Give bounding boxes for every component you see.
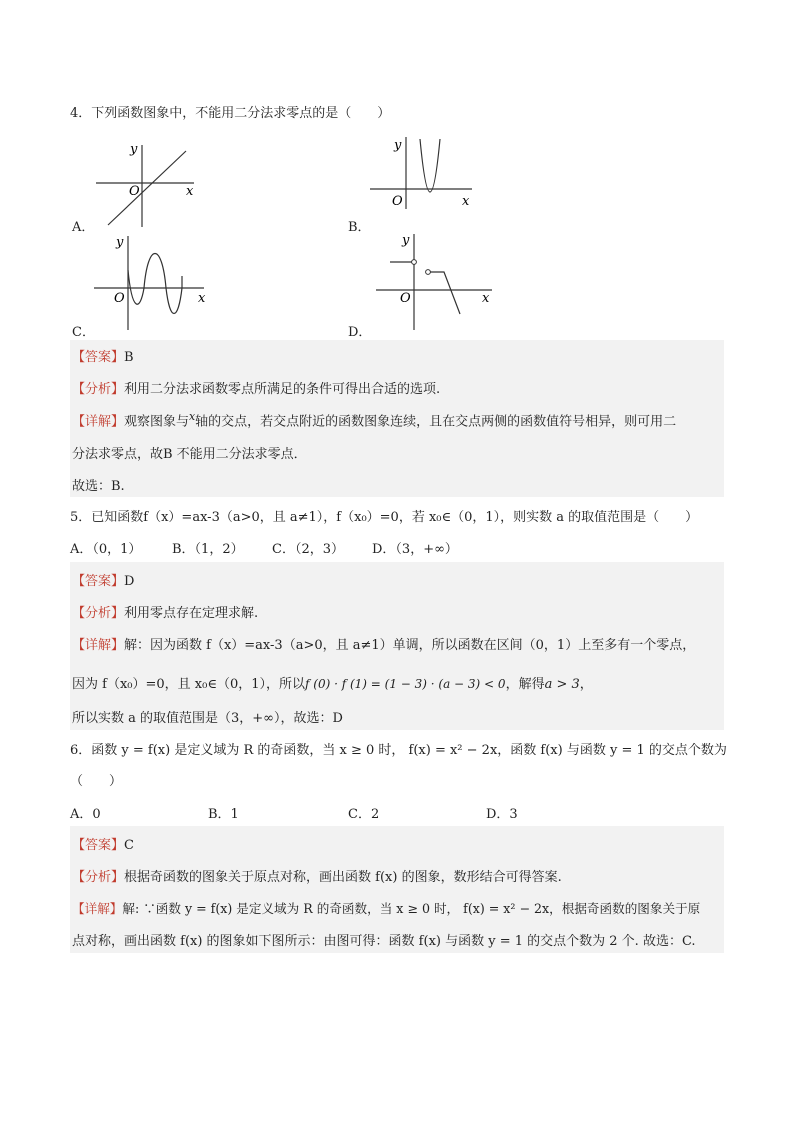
sol4-answer-line <box>72 346 134 365</box>
q5-stem-b: f（x）=ax-3（a>0，且 a≠1），f（x₀）=0，若 x₀∈（0，1），则实数 a 的取值范围是（ ） <box>143 510 699 525</box>
graph-b-x-label: x <box>462 194 470 209</box>
detail-x: x <box>189 410 196 423</box>
sol6-detail-line-1 <box>72 898 700 917</box>
answer-value: D <box>124 574 135 589</box>
q4-stem: 4．下列函数图象中，不能用二分法求零点的是（ ） <box>70 106 391 121</box>
graph-d-open-point-2 <box>426 270 431 275</box>
analysis-text: 根据奇函数的图象关于原点对称，画出函数 f(x) 的图象，数形结合可得答案. <box>124 870 562 885</box>
q5-option-a: A．（0，1） <box>70 542 142 557</box>
answer-tag: 【答案】 <box>72 838 125 853</box>
graph-c-curve <box>128 254 182 314</box>
graph-c-x-label: x <box>198 291 206 306</box>
analysis-tag: 【分析】 <box>72 606 125 621</box>
graph-a-origin: O <box>129 184 140 199</box>
answer-tag: 【答案】 <box>72 574 125 589</box>
sol6-analysis-line <box>72 866 562 885</box>
detail-text: 轴的交点，若交点附近的函数图象连续，且在交点两侧的函数值符号相异，则可用二 <box>195 414 677 430</box>
sol5-detail-line-1 <box>72 634 695 653</box>
q4-option-a: A． <box>72 220 95 235</box>
q4-option-b: B． <box>348 220 371 235</box>
detail-text: ，解得 <box>505 677 545 692</box>
q4-option-d: D． <box>348 325 372 340</box>
analysis-text: 利用二分法求函数零点所满足的条件可得出合适的选项. <box>124 382 441 397</box>
sol5-detail-line-3: 所以实数 a 的取值范围是（3，+∞），故选：D <box>72 711 343 726</box>
answer-value: C <box>124 838 134 853</box>
q5-option-c: C．（2，3） <box>272 542 344 557</box>
detail-text: ， <box>579 677 593 692</box>
q5-option-b: B．（1，2） <box>172 542 244 557</box>
q6-option-b: B．1 <box>208 807 239 822</box>
graph-d <box>372 230 496 332</box>
graph-b-y-label: y <box>394 138 402 153</box>
q5-option-d: D．（3，+∞） <box>372 542 458 557</box>
answer-tag: 【答案】 <box>72 350 125 365</box>
graph-b <box>368 135 478 213</box>
sol5-answer-line <box>72 570 134 589</box>
detail-formula: f (0) · f (1) = (1 − 3) · (a − 3) < 0 <box>305 677 506 691</box>
detail-tag: 【详解】 <box>72 901 123 916</box>
analysis-tag: 【分析】 <box>72 382 125 397</box>
sol4-analysis-line <box>72 378 440 397</box>
q4-option-c: C． <box>72 325 95 340</box>
graph-a <box>94 143 204 229</box>
sol6-answer-line <box>72 834 134 853</box>
sol5-analysis-line <box>72 602 258 621</box>
graph-a-x-label: x <box>186 184 194 199</box>
sol4-choose: 故选：B. <box>72 479 125 494</box>
q5-stem <box>70 506 698 525</box>
sol4-detail-line-1 <box>72 410 676 429</box>
q6-stem-2: （ ） <box>70 774 123 789</box>
graph-a-curve <box>108 151 186 225</box>
graph-d-segment-2 <box>430 272 460 314</box>
q6-stem-1: 6．函数 y = f(x) 是定义域为 R 的奇函数，当 x ≥ 0 时， f(x) = x² − 2x，函数 f(x) 与函数 y = 1 的交点个数为 <box>70 743 727 758</box>
q6-option-a: A．0 <box>70 807 101 822</box>
analysis-text: 利用零点存在定理求解. <box>124 606 259 621</box>
q6-option-d: D．3 <box>486 807 518 822</box>
detail-text: 因为 f（x₀）=0，且 x₀∈（0，1），所以 <box>72 677 305 692</box>
detail-text: 解：因为函数 f（x）=ax-3（a>0，且 a≠1）单调，所以函数在区间（0，1）上至多有一个零点， <box>124 638 696 653</box>
detail-tag: 【详解】 <box>72 414 125 430</box>
sol6-detail-line-2: 点对称，画出函数 f(x) 的图象如下图所示：由图可得：函数 f(x) 与函数 y = 1 的交点个数为 2 个. 故选：C. <box>72 934 696 949</box>
answer-value: B <box>124 350 134 365</box>
detail-formula-result: a > 3 <box>544 677 580 692</box>
detail-text: 观察图象与 <box>124 414 190 430</box>
graph-a-y-label: y <box>130 143 138 157</box>
detail-tag: 【详解】 <box>72 638 125 653</box>
sol5-detail-line-2 <box>72 673 593 692</box>
graph-c-origin: O <box>114 291 125 306</box>
q6-option-c: C．2 <box>348 807 380 822</box>
graph-d-y-label: y <box>402 233 410 248</box>
q5-stem-a: 5．已知函数 <box>70 510 144 525</box>
graph-b-curve <box>420 139 440 192</box>
graph-d-origin: O <box>400 291 411 306</box>
graph-d-open-point-1 <box>412 260 417 265</box>
sol4-detail-line-2: 分法求零点，故B 不能用二分法求零点． <box>72 447 307 462</box>
graph-c <box>92 232 212 332</box>
graph-d-x-label: x <box>482 291 490 306</box>
graph-b-origin: O <box>392 194 403 209</box>
graph-c-y-label: y <box>116 235 124 250</box>
analysis-tag: 【分析】 <box>72 870 125 885</box>
detail-text: 解: ∵函数 y = f(x) 是定义域为 R 的奇函数，当 x ≥ 0 时， f(x) = x² − 2x，根据奇函数的图象关于原 <box>122 901 701 916</box>
